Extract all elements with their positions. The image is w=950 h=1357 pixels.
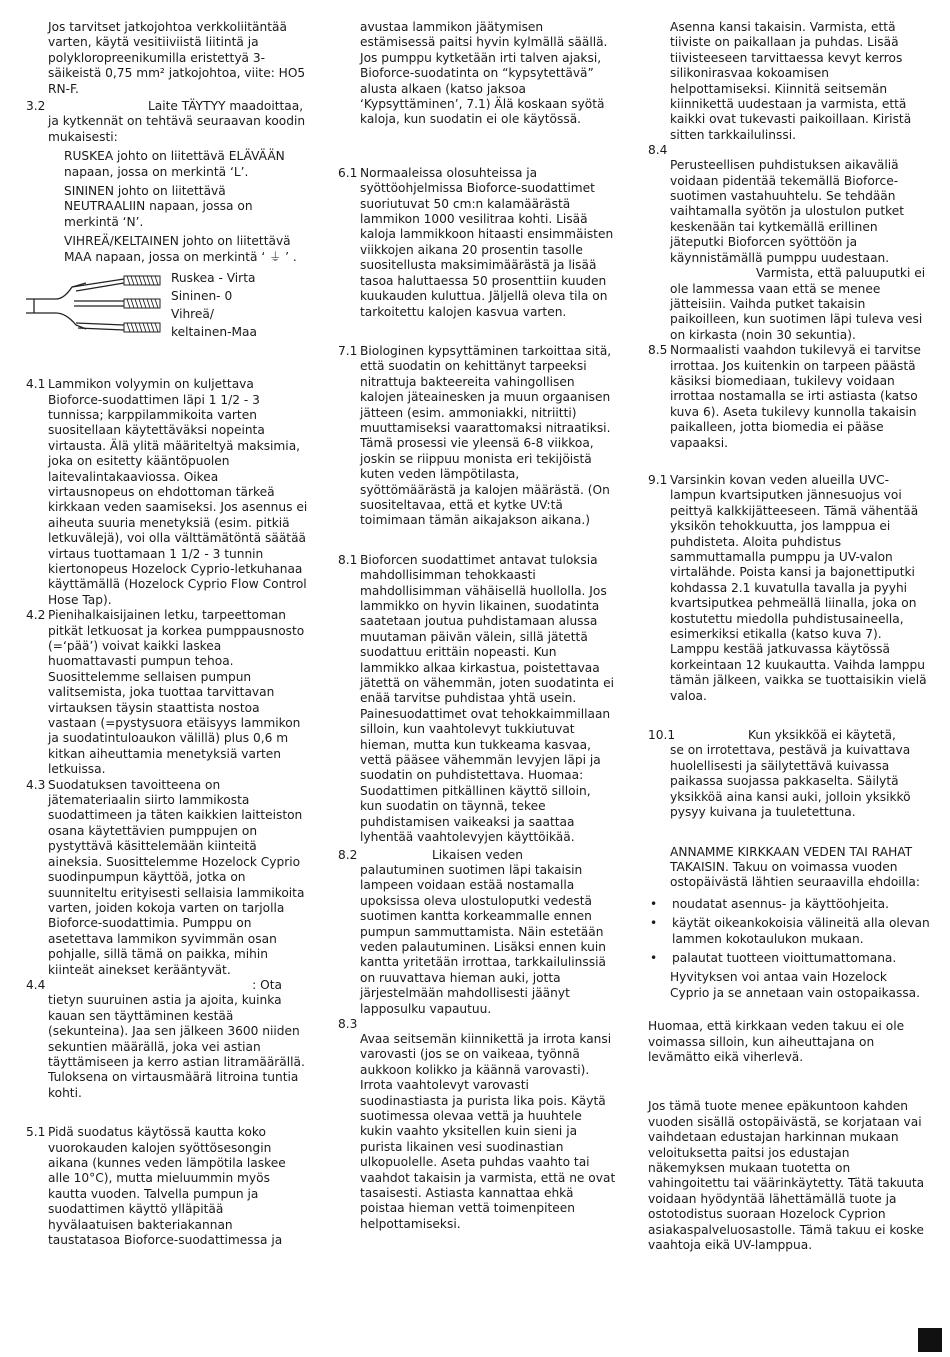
section-4-1: [26, 377, 308, 608]
section-number: 8.4: [648, 143, 668, 158]
section-number: 3.2: [26, 99, 46, 114]
intro-text: Jos tarvitset jatkojohtoa verkkoliitäntää varten, käytä vesitiiviistä liitintä ja polykloropreenikumilla eristettyä 3-säikeistä 0,75 mm² jatkojohtoa, viite: HO5 RN-F.: [48, 20, 306, 96]
legend-yellow: keltainen-Maa: [171, 325, 257, 340]
section-number: 10.1: [648, 728, 676, 743]
section-number: 8.1: [338, 552, 358, 567]
section-text: Lammikon volyymin on kuljettava Bioforce-suodattimen läpi 1 1/2 - 3 tunnissa; karppilammikoita varten suositellaan käytettäväksi nopeinta virtausta. Älä ylitä määriteltyä maksimia, joka on esitetty kääntöpuolen laitevalintakaaviossa. Oikea virtausnopeus on ehdottoman tärkeä kirkkaan veden saamiseksi. Jos asennus ei aiheuta suuria menetyksiä (esim. pitkiä letkuvälejä), voi olla välttämätöntä säätää virtaus tuottamaan 1 1/2 - 3 tunnin kiertonopeus Hozelock Cyprio-letkuhanaa käyttämällä (Hozelock Cyprio Flow Control Hose Tap).: [48, 377, 308, 607]
bullet-text: palautat tuotteen vioittumattomana.: [672, 950, 897, 965]
section-lead: Likaisen veden: [432, 847, 523, 862]
wiring-diagram: [26, 269, 308, 345]
section-text: Normaalisti vaahdon tukilevyä ei tarvitse irrottaa. Jos kuitenkin on tarpeen päästä käsiksi biomediaan, tukilevy voidaan irrottaa nostamalla se irti astiasta (katso kuva 6). Aseta tukilevy kunnolla takaisin paikalleen, jotta biomedia ei pääse vapaaksi.: [670, 343, 921, 450]
section-number: 9.1: [648, 472, 668, 487]
section-8-4: [648, 143, 930, 343]
section-lead: Kun yksikköä ei käytetä,: [748, 728, 896, 743]
legend-brown: Ruskea - Virta: [171, 271, 256, 286]
wire-green-yellow-instruction: VIHREÄ/KELTAINEN johto on liitettävä MAA napaan, jossa on merkintä ‘ ⏚ ’ .: [64, 234, 297, 264]
section-text: Pidä suodatus käytössä kautta koko vuorokauden kalojen syöttösesongin aikana (kunnes veden lämpötila laskee alle 10°C), mutta mieluummin myös kautta vuoden. Talvella pumpun ja suodattimen käyttö ylläpitää hyvälaatuisen bakteriakannan taustatasoa Bioforce-suodattimessa ja: [48, 1125, 286, 1248]
warranty-condition-3: [648, 951, 930, 966]
section-text: Biologinen kypsyttäminen tarkoittaa sitä, että suodatin on kehittänyt tarpeeksi nitrattuja bakteereita vahingollisen kalojen jäteainesken ja muun orgaanisen jätteen (esim. ammoniakki, nitriitti) muuttamiseksi vaarattomaksi nitraatiksi. Tämä prosessi vie yleensä 6-8 viikkoa, joskin se riippuu monista eri tekijöistä kuten veden lämpötilasta, syöttömäärästä ja kalojen määrästä. (On suositeltavaa, että et kytke UV:tä toimimaan tämän aikajakson aikana.): [360, 343, 612, 528]
section-8-5: [648, 343, 930, 451]
section-5-1: [26, 1125, 308, 1248]
warranty-heading: [648, 845, 930, 891]
wire-legend: [171, 269, 306, 341]
legend-blue: Sininen- 0: [171, 289, 233, 304]
section-number: 4.3: [26, 777, 46, 792]
section-number: 4.4: [26, 977, 46, 992]
section-text: avustaa lammikon jäätymisen estämisessä paitsi hyvin kylmällä säällä. Jos pumppu kytketään irti talven ajaksi, Bioforce-suodatinta on “kypsytettävä” alusta alkaen (katso jaksoa ‘Kypsyttäminen’, 7.1) Älä koskaan syötä kaloja, kun suodatin ei ole käytössä.: [360, 20, 608, 127]
column-3: [648, 20, 930, 1253]
section-text: Varsinkin kovan veden alueilla UVC-lampun kvartsiputken jännesuojus voi peittyä kalkkijätteeseen. Tämä vähentää yksikön tehokkuutta, jos lamppua ei puhdisteta. Aloita puhdistus sammuttamalla pumppu ja UV-valon virtalähde. Poista kansi ja bajonettiputki kohdassa 2.1 kuvatulla tavalla ja pyyhi kvartsiputkea pehmeällä liinalla, joka on kostutettu miedolla puhdistusaineella, esimerkiksi etikalla (katso kuva 7). Lamppu kestää jatkuvassa käytössä korkeintaan 12 kuukautta. Vaihda lamppu tämän jälkeen, vaikka se tuottaisikin vielä valoa.: [670, 472, 927, 703]
section-number: 4.1: [26, 377, 46, 392]
section-number: 4.2: [26, 608, 46, 623]
page-marker: [918, 1328, 942, 1352]
section-8-3: [338, 1017, 616, 1232]
section-text: se on irrotettava, pestävä ja kuivattava huolellisesti ja säilytettävä kuivassa paikassa suojassa pakkaselta. Säilytä yksikköä aina kansi auki, jolloin yksikkö pysyy kuivana ja tuuletettuna.: [670, 743, 911, 820]
section-6-1: [338, 166, 616, 320]
section-10-1: [648, 728, 930, 820]
section-4-3: [26, 778, 308, 978]
refund-text: Hyvityksen voi antaa vain Hozelock Cyprio ja se annetaan vain ostopaikassa.: [670, 970, 921, 1000]
section-text: Asenna kansi takaisin. Varmista, että tiiviste on paikallaan ja puhdas. Lisää tiivisteeseen tarvittaessa kevyt kerros silikonirasvaa kokoamisen helpottamiseksi. Kiinnitä seitsemän kiinnikettä uudestaan ja varmista, että kaikki ovat tukevasti paikoillaan. Kiristä sitten tarkkailulinssi.: [670, 20, 912, 142]
bullet-text: käytät oikeankokoisia välineitä alla olevan lammen kokotaulukon mukaan.: [672, 916, 930, 946]
guarantee-paragraph: Jos tämä tuote menee epäkuntoon kahden vuoden sisällä ostopäivästä, se korjataan vai vaihdetaan edustajan harkinnan mukaan veloituksetta paitsi jos edustajan näkemyksen mukaan tuotetta on vahingoitettu tai väärinkäytetty. Tätä takuuta voidaan hyödyntää lähettämällä tuote ja ostotodistus suoraan Hozelock Cyprion asiakaspalveluosastolle. Tämä takuu ei koske vaahtoja eikä UV-lamppua.: [648, 1099, 925, 1253]
section-text: Suodatuksen tavoitteena on jätemateriaalin siirto lammikosta suodattimeen ja täten kaikkien laitteiston osana käytettävien pumppujen on pystyttävä käsittelemään kiinteitä aineksia. Suosittelemme Hozelock Cyprio suodinpumpun käyttöä, jotka on suunniteltu erityisesti sellaisia lammikoita varten, joiden kokoja varten on tarjolla Bioforce-suodattimia. Pumppu on asetettava lammikon syvimmän osan pohjalle, sillä tämä on paikka, mihin kiinteät ainekset kerääntyvät.: [48, 777, 305, 977]
section-text: Normaaleissa olosuhteissa ja syöttöohjelmissa Bioforce-suodattimet suoriutuvat 50 cm:n kalamäärästä lammikon 1000 vesilitraa kohti. Lisää kaloja lammikkoon hitaasti ensimmäisten viikkojen aikana 20 prosentin tasolle suositellusta maksimimäärästä ja lisää tasoa haluttaessa 50 prosenttiin kuuden kuukauden kuluttua. Jäljellä oleva tila on tarkoitettu kalojen kasvua varten.: [360, 165, 614, 319]
legend-green: Vihreä/: [171, 307, 214, 322]
section-8-2: [338, 848, 616, 1017]
bullet-text: noudatat asennus- ja käyttöohjeita.: [672, 896, 889, 911]
section-number: 6.1: [338, 165, 358, 180]
section-lead: : Ota: [252, 977, 282, 992]
section-text: Laite TÄYTYY maadoittaa, ja kytkennät on tehtävä seuraavan koodin mukaisesti:: [48, 99, 306, 144]
section-number: 5.1: [26, 1125, 46, 1140]
section-number: 7.1: [338, 343, 358, 358]
column-1: [26, 20, 308, 1248]
wire-brown-instruction: RUSKEA johto on liitettävä ELÄVÄÄN napaan, jossa on merkintä ‘L’.: [64, 149, 285, 179]
section-text: tietyn suuruinen astia ja ajoita, kuinka kauan sen täyttäminen kestää (sekunteina). Jaa sen jälkeen 3600 niiden sekuntien määrällä, joka vei astian täyttämiseen ja kerro astian litramäärällä. Tuloksena on virtausmäärä litroina tuntia kohti.: [48, 993, 305, 1100]
refund-note: [648, 970, 930, 1001]
section-9-1: [648, 473, 930, 704]
section-number: 8.3: [338, 1016, 358, 1031]
intro-paragraph: [26, 20, 308, 97]
wire-blue-instruction: SININEN johto on liitettävä NEUTRAALIIN napaan, jossa on merkintä ‘N’.: [64, 184, 253, 229]
section-text: Avaa seitsemän kiinnikettä ja irrota kansi varovasti (jos se on vaikeaa, työnnä aukkoon kolikko ja käännä varovasti). Irrota vaahtolevyt varovasti suodinastiasta ja purista lika pois. Käytä suotimessa olevaa vettä ja huuhtele kukin vaahto yksitellen kuin sieni ja purista likainen vesi suodinastian ulkopuolelle. Aseta puhdas vaahto tai vaahdot takaisin ja varmista, että ne ovat tasaisesti. Astiasta kannattaa ehkä poistaa hieman vettä toimenpiteen helpottamiseksi.: [360, 1031, 616, 1231]
section-number: 8.5: [648, 343, 668, 358]
section-text: Perusteellisen puhdistuksen aikaväliä voidaan pidentää tekemällä Bioforce-suotimen vastahuuhtelu. Se tehdään vaihtamalla syötön ja ulostulon putket keskenään tai kytkemällä erillinen jäteputki Bioforcen syöttöön ja käynnistämällä pumppu uudestaan.: [670, 158, 905, 265]
section-8-1: [338, 553, 616, 846]
warranty-text: ANNAMME KIRKKAAN VEDEN TAI RAHAT TAKAISIN. Takuu on voimassa vuoden ostopäivästä lähtien seuraavilla ehdoilla:: [670, 844, 921, 890]
section-4-2: [26, 608, 308, 777]
section-8-3-continued: [648, 20, 930, 143]
warranty-condition-1: [648, 897, 930, 912]
section-3-2: [26, 99, 308, 145]
section-text: Pienihalkaisijainen letku, tarpeettoman pitkät letkuosat ja korkea pumppausnosto (=‘pää’) voivat kaikki laskea huomattavasti pumpun tehoa. Suosittelemme sellaisen pumpun valitsemista, joka tuottaa tarvittavan virtauksen täysin staattista nostoa vastaan (=pystysuora etäisyys lammikon ja suodatintuloaukon välillä) plus 0,6 m kitkan aiheuttamia menetyksiä varten letkuissa.: [48, 608, 305, 777]
bullet-icon: •: [650, 916, 658, 931]
bullet-icon: •: [650, 896, 658, 911]
section-number: 8.2: [338, 847, 358, 862]
section-text: palautuminen suotimen läpi takaisin lampeen voidaan estää nostamalla upoksissa oleva ulostuloputki vedestä suotimen kantta korkeammalle ennen pumpun sammuttamista. Näin estetään veden palautuminen. Lisäksi ennen kuin kantta yritetään irrottaa, tarkkailulinssiä on ruuvattava hieman auki, jotta järjestelmään mahdollisesti jäänyt lapposulku vapautuu.: [360, 862, 607, 1016]
bullet-icon: •: [650, 950, 658, 965]
section-7-1: [338, 344, 616, 529]
section-5-1-continued: [338, 20, 616, 128]
section-text-2: Varmista, että paluuputki ei ole lammessa vaan että se menee jätteisiin. Vaihda putket takaisin paikoilleen, kun suotimen läpi tuleva vesi on kirkasta (noin 30 sekuntia).: [670, 266, 926, 342]
section-text: Bioforcen suodattimet antavat tuloksia mahdollisimman tehokkaasti mahdollisimman vähäisellä huollolla. Jos lammikko on hyvin likainen, suodatinta saatetaan joutua puhdistamaan alussa muutaman päivän välein, sillä jätettä suodattuu erittäin nopeasti. Kun lammikko alkaa kirkastua, poistettavaa jätettä on vähemmän, joten suodatinta ei enää tarvitse puhdistaa yhtä usein. Painesuodattimet ovat tehokkaimmillaan silloin, kun vaahtolevyt tukkiutuvat hieman, mutta kun tukkeama kasvaa, vettä pääsee vähemmän levyjen läpi ja suodatin on puhdistettava. Huomaa: Suodattimen pitkällinen käyttö silloin, kun suodatin on täynnä, tekee puhdistamisen vaikeaksi ja saattaa lyhentää vaahtolevyjen käyttöikää.: [360, 552, 615, 845]
clear-water-note: Huomaa, että kirkkaan veden takuu ei ole voimassa silloin, kun aiheuttajana on levämätto eikä viherlevä.: [648, 1019, 905, 1064]
column-2: [338, 20, 616, 1232]
cable-wires-icon: [26, 273, 166, 339]
section-4-4: [26, 978, 308, 1101]
warranty-condition-2: [648, 916, 930, 947]
